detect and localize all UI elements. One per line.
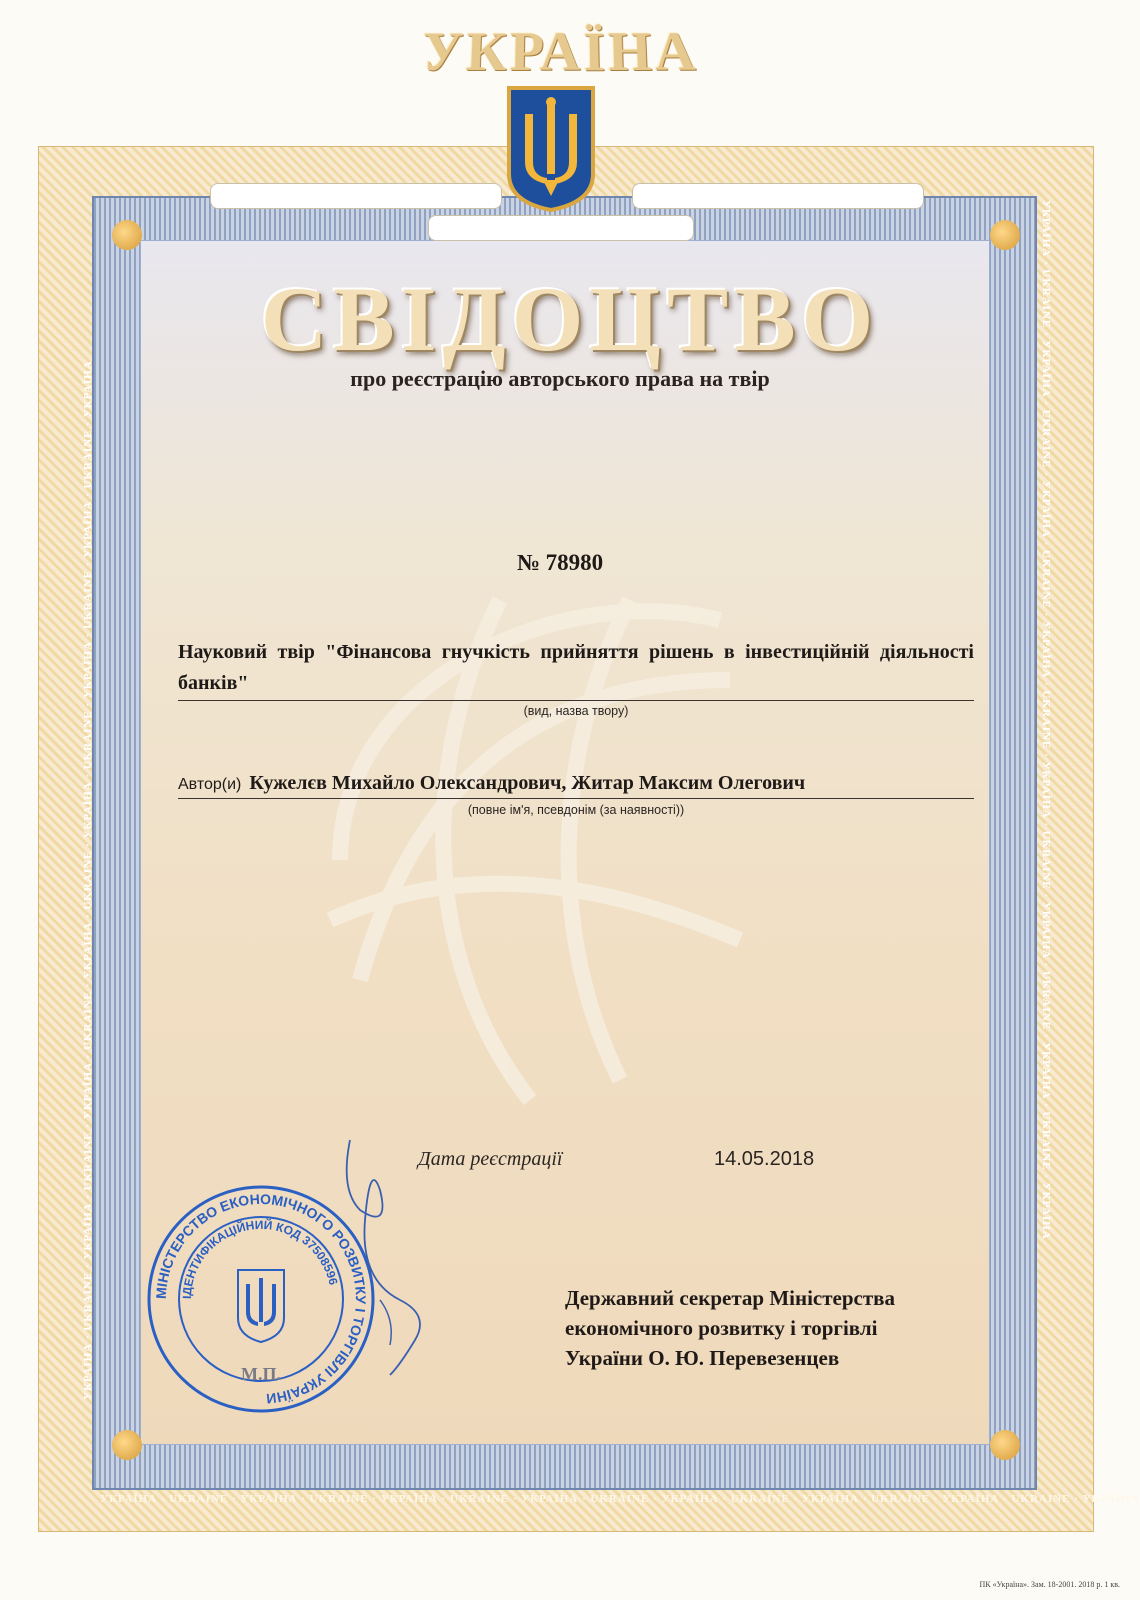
signer-line-3: України О. Ю. Перевезенцев bbox=[565, 1346, 840, 1370]
corner-rosette bbox=[112, 1430, 142, 1460]
work-title: Науковий твір "Фінансова гнучкість прийняття рішень в інвестиційній діяльності банків" bbox=[178, 641, 974, 694]
author-names: Кужелєв Михайло Олександрович, Житар Максим Олегович bbox=[249, 772, 806, 794]
stamp-mp: М.П. bbox=[241, 1364, 281, 1384]
border-band-right: УКРАЇНА · UKRAINE · УКРАЇНА · UKRAINE · УКРАЇНА · UKRAINE · УКРАЇНА · UKRAINE · УКРАЇНА · UKRAINE · УКРАЇНА · UKRAINE · УКРАЇНА · UKRAINE · УКРАЇНА bbox=[1040, 200, 1052, 1240]
country-heading: УКРАЇНА bbox=[419, 21, 700, 84]
stamp-trident-icon bbox=[238, 1270, 284, 1342]
signer-line-2: економічного розвитку і торгівлі bbox=[565, 1316, 878, 1340]
print-note: ПК «Україна». Зам. 18-2001. 2018 р. 1 кв. bbox=[979, 1580, 1120, 1589]
corner-rosette bbox=[990, 220, 1020, 250]
border-band-bottom: УКРАЇНА · UKRAINE · УКРАЇНА · UKRAINE · УКРАЇНА · UKRAINE · УКРАЇНА · UKRAINE · УКРАЇНА · UKRAINE · УКРАЇНА · UKRAINE · УКРАЇНА · UKRAINE · УКРАЇНА bbox=[100, 1493, 1140, 1505]
work-title-underline bbox=[178, 700, 974, 701]
signer-block bbox=[565, 1283, 985, 1373]
corner-rosette bbox=[112, 220, 142, 250]
header-tab-left bbox=[210, 183, 502, 209]
signer-line-1: Державний секретар Міністерства bbox=[565, 1286, 896, 1310]
stamp-inner-text: ІДЕНТИФІКАЦІЙНИЙ КОД 37508596 bbox=[179, 1217, 341, 1300]
border-band-left: УКРАЇНА · UKRAINE · УКРАЇНА · UKRAINE · УКРАЇНА · UKRAINE · УКРАЇНА · UKRAINE · УКРАЇНА · UKRAINE · УКРАЇНА · UKRAINE · УКРАЇНА · UKRAINE · УКРАЇНА bbox=[82, 360, 94, 1400]
work-title-caption: (вид, назва твору) bbox=[523, 704, 629, 718]
corner-rosette bbox=[990, 1430, 1020, 1460]
author-label: Автор(и) bbox=[178, 776, 242, 793]
header-tab-center bbox=[428, 215, 694, 241]
author-row bbox=[178, 772, 974, 795]
certificate-number: № 78980 bbox=[516, 550, 604, 575]
coat-of-arms-icon bbox=[503, 84, 599, 214]
author-caption: (повне ім'я, псевдонім (за наявності)) bbox=[467, 803, 685, 817]
certificate-subtitle: про реєстрацію авторського права на твір bbox=[350, 366, 770, 391]
header-tab-right bbox=[632, 183, 924, 209]
author-underline bbox=[178, 798, 974, 799]
stamp-outer-text: МІНІСТЕРСТВО ЕКОНОМІЧНОГО РОЗВИТКУ І ТОРГІВЛІ УКРАЇНИ bbox=[152, 1190, 370, 1407]
certificate-title: СВІДОЦТВО bbox=[260, 268, 880, 370]
registration-date-label: Дата реєстрації bbox=[418, 1148, 563, 1170]
registration-date-value: 14.05.2018 bbox=[714, 1148, 815, 1170]
handwritten-signature bbox=[320, 1130, 440, 1380]
